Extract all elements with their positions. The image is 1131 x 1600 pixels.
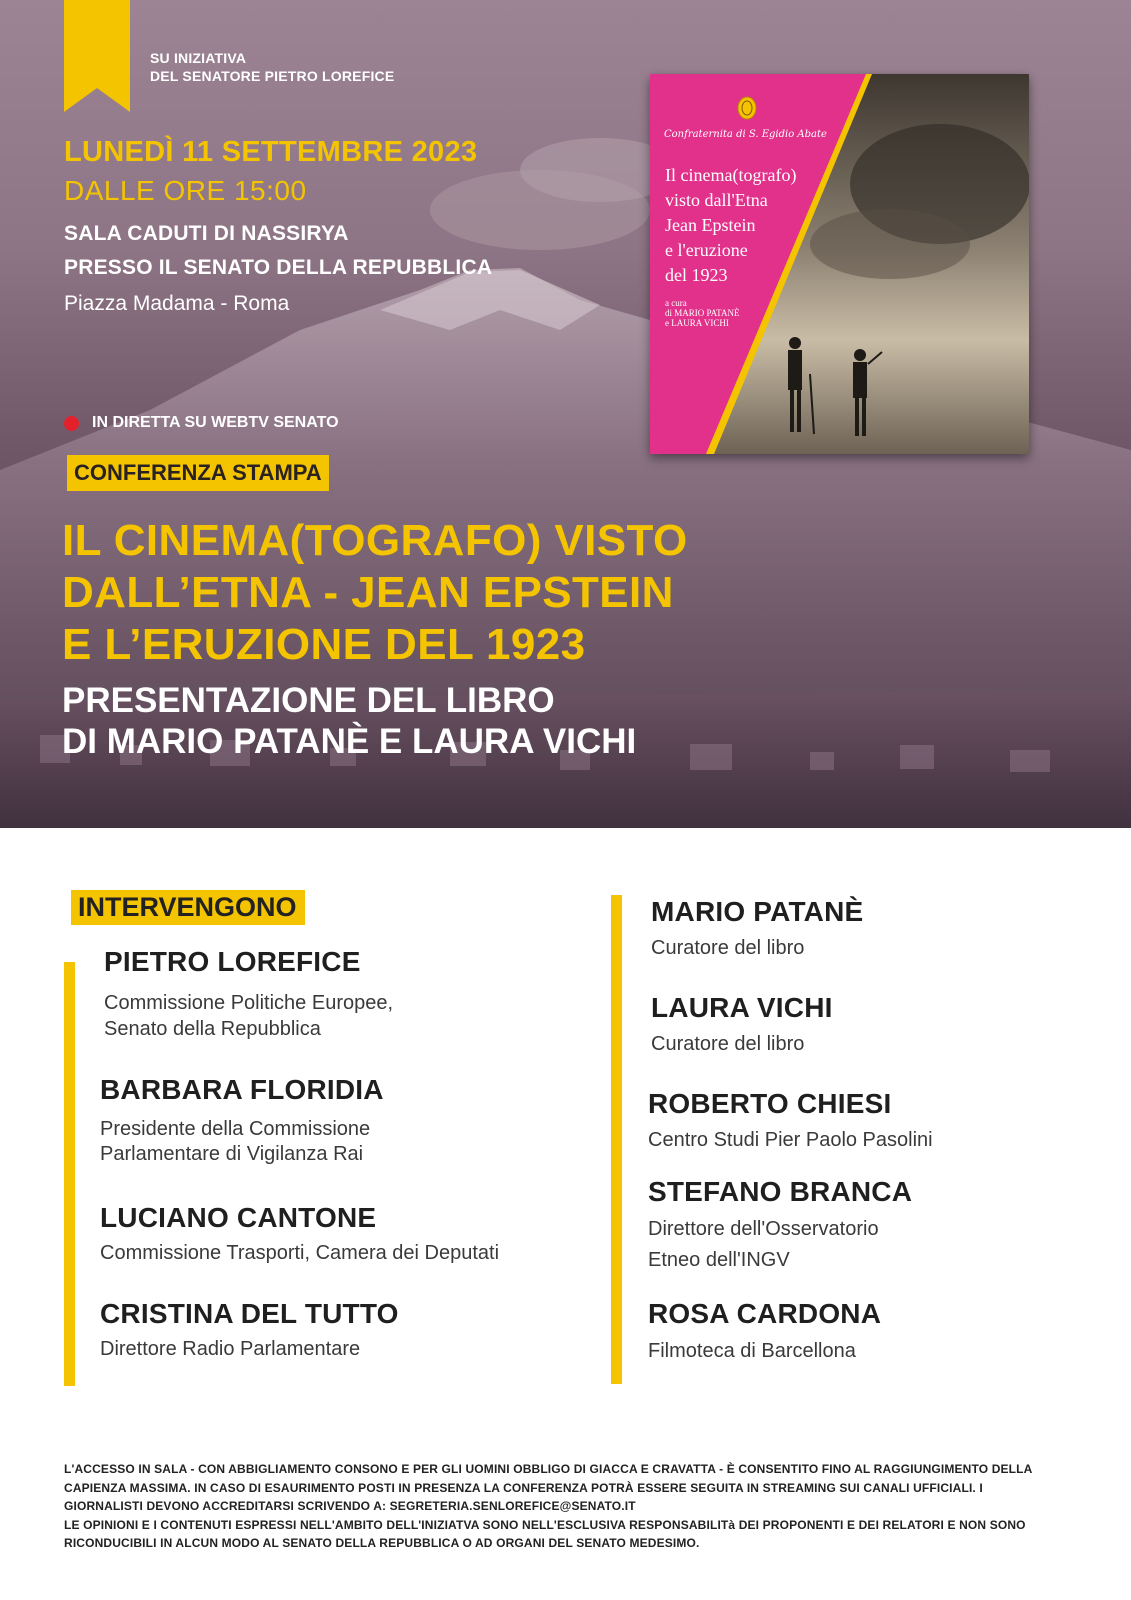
speakers-right-accent-bar <box>611 895 622 1384</box>
venue-address: Piazza Madama - Roma <box>64 292 290 315</box>
disclaimer-line: LE OPINIONI E I CONTENUTI ESPRESSI NELL'AMBITO DELL'INIZIATVA SONO NELL'ESCLUSIVA RESPONSABILITà DEI PROPONENTI E DEI RELATORI E NON SONO <box>64 1517 1026 1532</box>
speaker-name: CRISTINA DEL TUTTO <box>100 1298 399 1329</box>
book-editors-line: a cura <box>665 298 687 308</box>
speaker-name: LUCIANO CANTONE <box>100 1202 377 1233</box>
speaker-name: LAURA VICHI <box>651 992 833 1023</box>
live-stream-notice <box>64 414 339 432</box>
access-notice <box>64 1460 1074 1553</box>
event-type-badge: CONFERENZA STAMPA <box>67 455 329 491</box>
speaker-role: Commissione Trasporti, Camera dei Deputati <box>100 1242 500 1264</box>
book-title-line: visto dall'Etna <box>665 190 768 210</box>
event-title-line-1: IL CINEMA(TOGRAFO) VISTO <box>62 516 688 565</box>
book-publisher: Confraternita di S. Egidio Abate <box>664 129 827 140</box>
event-time: DALLE ORE 15:00 <box>64 175 307 206</box>
book-editors-line: di MARIO PATANÈ <box>665 308 740 318</box>
access-notice-line: L'ACCESSO IN SALA - CON ABBIGLIAMENTO CONSONO E PER GLI UOMINI OBBLIGO DI GIACCA E CRAVATTA - È CONSENTITO FINO AL RAGGIUNGIMENTO DELLA <box>64 1462 1033 1476</box>
initiative-text <box>150 49 394 85</box>
speaker-role: Presidente della Commissione <box>100 1118 371 1140</box>
book-title-line: e l'eruzione <box>665 240 748 260</box>
speakers-left-accent-bar <box>64 962 75 1386</box>
disclaimer-line: RICONDUCIBILI IN ALCUN MODO AL SENATO DELLA REPUBBLICA O AD ORGANI DEL SENATO MEDESIMO. <box>64 1536 700 1550</box>
event-title-line-3: E L’ERUZIONE DEL 1923 <box>62 620 586 669</box>
event-title-line-2: DALL’ETNA - JEAN EPSTEIN <box>62 568 674 617</box>
live-stream-label: IN DIRETTA SU WEBTV SENATO <box>92 414 339 431</box>
book-title-line: del 1923 <box>665 265 728 285</box>
speaker-role: Direttore dell'Osservatorio <box>648 1218 879 1240</box>
book-editors <box>665 298 739 328</box>
speaker-role: Curatore del libro <box>651 937 805 959</box>
speaker-name: ROBERTO CHIESI <box>648 1088 892 1119</box>
event-title <box>62 515 688 671</box>
speaker-name: BARBARA FLORIDIA <box>100 1074 384 1105</box>
speaker-name: MARIO PATANÈ <box>651 896 864 927</box>
speaker-role: Filmoteca di Barcellona <box>648 1340 856 1362</box>
event-subtitle-line-2: DI MARIO PATANÈ E LAURA VICHI <box>62 722 637 761</box>
access-notice-line: CAPIENZA MASSIMA. IN CASO DI ESAURIMENTO POSTI IN PRESENZA LA CONFERENZA POTRÀ ESSERE SEGUITA IN STREAMING SUI CANALI UFFICIALI. I <box>64 1480 983 1495</box>
speaker-role: Etneo dell'INGV <box>648 1249 790 1271</box>
book-title-line: Il cinema(tografo) <box>665 165 797 185</box>
speaker-role: Curatore del libro <box>651 1033 805 1055</box>
initiative-line-1: SU INIZIATIVA <box>150 50 247 66</box>
speaker-role: Senato della Repubblica <box>104 1018 321 1040</box>
speaker-role: Centro Studi Pier Paolo Pasolini <box>648 1129 933 1151</box>
initiative-line-2: DEL SENATORE PIETRO LOREFICE <box>150 68 395 84</box>
event-subtitle <box>62 680 636 762</box>
book-title-line: Jean Epstein <box>665 215 756 235</box>
venue-room: SALA CADUTI DI NASSIRYA <box>64 222 349 245</box>
speaker-role: Parlamentare di Vigilanza Rai <box>100 1143 364 1165</box>
accreditation-text: GIORNALISTI DEVONO ACCREDITARSI SCRIVENDO A: <box>64 1499 390 1513</box>
access-notice-line <box>64 1497 1074 1516</box>
speaker-name: PIETRO LOREFICE <box>104 946 361 977</box>
event-date: LUNEDÌ 11 SETTEMBRE 2023 <box>64 136 478 168</box>
live-dot-icon <box>64 416 79 431</box>
speaker-name: STEFANO BRANCA <box>648 1176 913 1207</box>
book-cover <box>650 74 1029 454</box>
event-subtitle-line-1: PRESENTAZIONE DEL LIBRO <box>62 681 555 720</box>
speaker-name: ROSA CARDONA <box>648 1298 882 1329</box>
book-editors-line: e LAURA VICHI <box>665 318 729 328</box>
confraternita-seal-icon <box>737 96 757 120</box>
book-title <box>665 163 825 288</box>
speakers-heading: INTERVENGONO <box>71 890 305 925</box>
venue-building: PRESSO IL SENATO DELLA REPUBBLICA <box>64 256 493 279</box>
accreditation-email-link[interactable]: SEGRETERIA.SENLOREFICE@SENATO.IT <box>389 1499 636 1513</box>
bookmark-ribbon-icon <box>64 0 130 112</box>
speaker-role: Direttore Radio Parlamentare <box>100 1338 361 1360</box>
speaker-role: Commissione Politiche Europee, <box>104 992 394 1014</box>
